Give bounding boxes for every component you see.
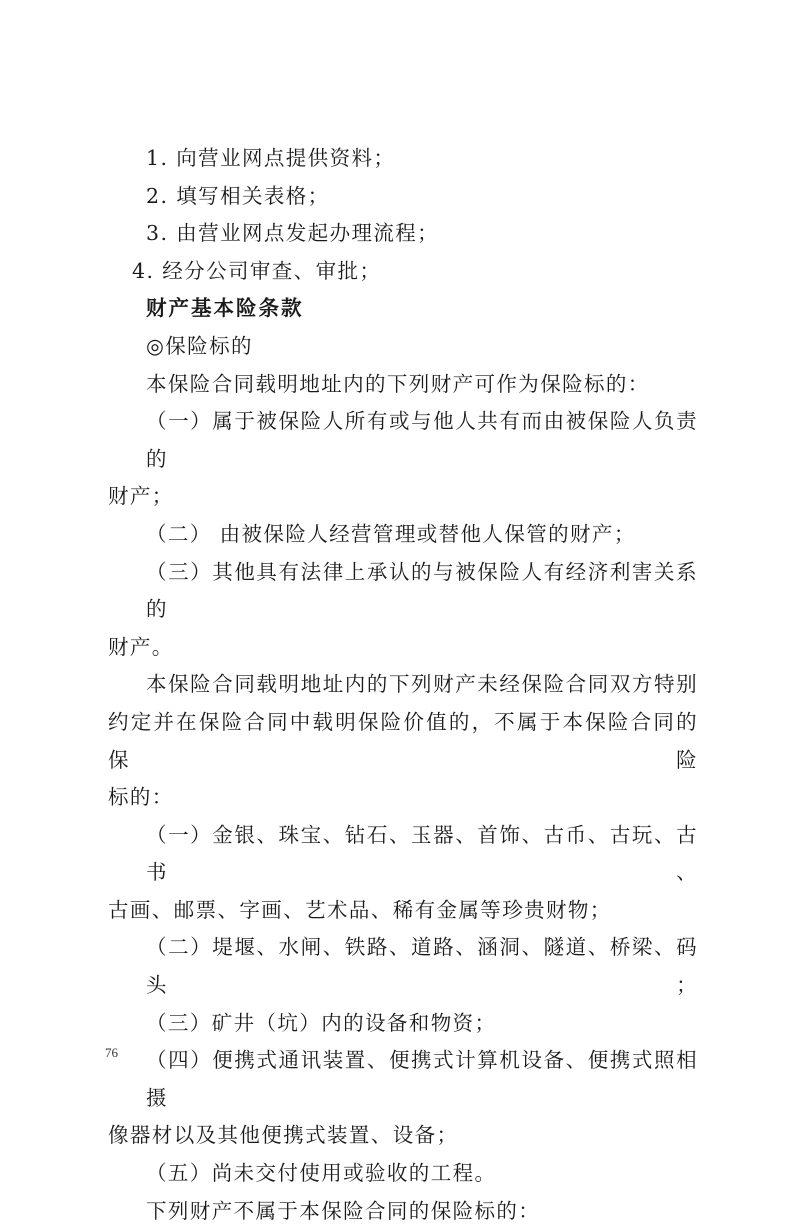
paragraph-line: （二）堤堰、水闸、铁路、道路、涵洞、隧道、桥梁、码头； — [146, 935, 698, 998]
paragraph-line: 约定并在保险合同中载明保险价值的，不属于本保险合同的保险 — [108, 709, 698, 772]
section-heading: 财产基本险条款 — [146, 296, 304, 321]
paragraph-line: （五）尚未交付使用或验收的工程。 — [146, 1161, 497, 1186]
paragraph-line: （一）属于被保险人所有或与他人共有而由被保险人负责的 — [146, 409, 698, 471]
subsection-heading: ◎保险标的 — [146, 333, 253, 358]
paragraph-line: 古画、邮票、字画、艺术品、稀有金属等珍贵财物； — [108, 897, 612, 922]
paragraph-line: 像器材以及其他便携式装置、设备； — [108, 1123, 459, 1148]
paragraph-line: （二） 由被保险人经营管理或替他人保管的财产； — [146, 521, 636, 546]
paragraph-line: 下列财产不属于本保险合同的保险标的： — [146, 1198, 541, 1223]
document-body — [108, 140, 698, 1230]
paragraph-line: 标的： — [108, 785, 174, 810]
paragraph-line: （四）便携式通讯装置、便携式计算机设备、便携式照相摄 — [146, 1048, 698, 1110]
step-3: 3. 由营业网点发起办理流程； — [146, 221, 440, 246]
paragraph-line: （三）其他具有法律上承认的与被保险人有经济利害关系的 — [146, 559, 698, 622]
paragraph-line: （三）矿井（坑）内的设备和物资； — [146, 1010, 497, 1035]
step-2: 2. 填写相关表格； — [146, 183, 330, 208]
step-4: 4. 经分公司审查、审批； — [132, 258, 382, 283]
paragraph-line: 本保险合同载明地址内的下列财产可作为保险标的： — [146, 371, 650, 396]
paragraph-line: 财产。 — [108, 634, 174, 659]
paragraph-line: 财产； — [108, 484, 174, 509]
step-1: 1. 向营业网点提供资料； — [146, 146, 396, 170]
page-number: 76 — [105, 1045, 118, 1060]
paragraph-line: （一）金银、珠宝、钻石、玉器、首饰、古币、古玩、古书、 — [146, 822, 698, 885]
paragraph-line: 本保险合同载明地址内的下列财产未经保险合同双方特别 — [146, 672, 698, 697]
